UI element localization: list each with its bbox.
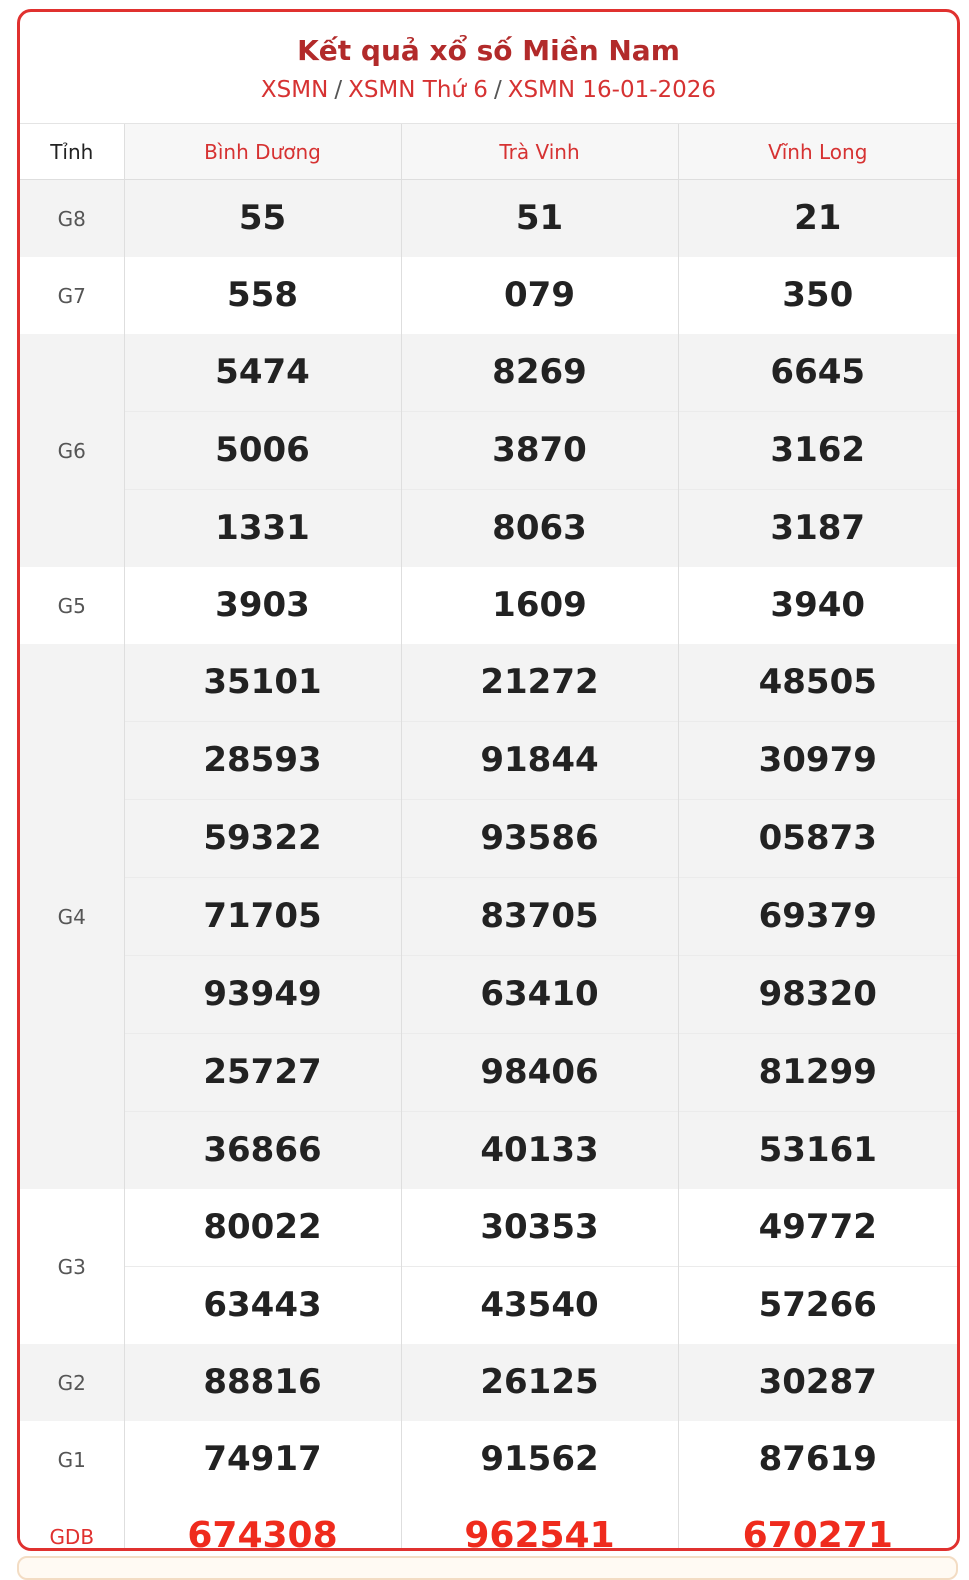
prize-number: 3870 [402, 411, 678, 489]
prize-cell [678, 1498, 957, 1551]
prize-number: 3162 [679, 411, 958, 489]
prize-cell [124, 1189, 401, 1344]
prize-number: 53161 [679, 1111, 958, 1189]
prize-row-g3 [20, 1189, 957, 1344]
column-header-province[interactable]: Vĩnh Long [678, 124, 957, 180]
prize-cell [401, 1189, 678, 1344]
prize-label: G4 [20, 644, 124, 1189]
prize-number: 21 [794, 198, 842, 238]
prize-number: 35101 [203, 662, 322, 702]
prize-label: G2 [20, 1344, 124, 1421]
prize-number: 5006 [125, 411, 401, 489]
prize-cell [678, 1421, 957, 1498]
prize-number: 30979 [679, 721, 958, 799]
prize-number: 87619 [758, 1439, 877, 1479]
prize-number: 80022 [203, 1207, 322, 1247]
prize-number: 674308 [187, 1515, 338, 1551]
prize-number: 1609 [492, 585, 587, 625]
prize-number: 74917 [203, 1439, 322, 1479]
prize-cell [124, 567, 401, 644]
prize-cell [678, 1189, 957, 1344]
prize-label: GDB [20, 1498, 124, 1551]
results-header [20, 12, 957, 124]
prize-number: 91844 [402, 721, 678, 799]
column-header-province[interactable]: Trà Vinh [401, 124, 678, 180]
prize-cell [124, 644, 401, 1189]
prize-number: 63443 [125, 1266, 401, 1344]
prize-row-g7 [20, 257, 957, 334]
prize-number: 26125 [480, 1362, 599, 1402]
prize-cell [124, 180, 401, 258]
prize-cell [678, 1344, 957, 1421]
prize-number: 98406 [402, 1033, 678, 1111]
next-section-edge [17, 1556, 958, 1580]
prize-cell [401, 334, 678, 567]
prize-cell [124, 257, 401, 334]
prize-number: 30287 [758, 1362, 877, 1402]
prize-number: 36866 [125, 1111, 401, 1189]
prize-cell [124, 1421, 401, 1498]
prize-number: 98320 [679, 955, 958, 1033]
breadcrumb-separator: / [334, 77, 343, 103]
prize-number: 59322 [125, 799, 401, 877]
prize-number: 25727 [125, 1033, 401, 1111]
prize-number: 49772 [758, 1207, 877, 1247]
breadcrumb-link-date[interactable]: XSMN 16-01-2026 [507, 77, 717, 103]
prize-label: G6 [20, 334, 124, 567]
prize-row-g1 [20, 1421, 957, 1498]
prize-cell [401, 644, 678, 1189]
prize-cell [401, 180, 678, 258]
prize-number: 40133 [402, 1111, 678, 1189]
prize-row-gdb [20, 1498, 957, 1551]
prize-number: 079 [504, 275, 575, 315]
prize-number: 55 [238, 198, 287, 238]
prize-number: 6645 [770, 352, 866, 392]
prize-cell [401, 1421, 678, 1498]
prize-number: 91562 [480, 1439, 599, 1479]
page-title: Kết quả xổ số Miền Nam [297, 34, 680, 67]
prize-cell [124, 1498, 401, 1551]
prize-number: 93586 [402, 799, 678, 877]
prize-cell [678, 334, 957, 567]
prize-number: 670271 [742, 1515, 893, 1551]
prize-row-g6 [20, 334, 957, 567]
prize-number: 8269 [492, 352, 587, 392]
breadcrumb [20, 74, 957, 106]
prize-number: 69379 [679, 877, 958, 955]
prize-number: 88816 [203, 1362, 322, 1402]
prize-cell [401, 1498, 678, 1551]
prize-cell [401, 567, 678, 644]
prize-row-g4 [20, 644, 957, 1189]
prize-cell [678, 180, 957, 258]
prize-number: 1331 [125, 489, 401, 567]
prize-number: 30353 [480, 1207, 599, 1247]
prize-number: 05873 [679, 799, 958, 877]
column-header-tinh: Tỉnh [20, 124, 124, 180]
breadcrumb-link-xsmn[interactable]: XSMN [260, 77, 329, 103]
prize-row-g5 [20, 567, 957, 644]
breadcrumb-separator: / [493, 77, 502, 103]
prize-cell [401, 1344, 678, 1421]
prize-number: 28593 [125, 721, 401, 799]
prize-number: 558 [227, 275, 298, 315]
prize-number: 43540 [402, 1266, 678, 1344]
prize-number: 51 [515, 198, 564, 238]
prize-label: G7 [20, 257, 124, 334]
results-body [20, 180, 957, 1552]
prize-row-g8 [20, 180, 957, 258]
prize-number: 57266 [679, 1266, 958, 1344]
prize-number: 962541 [464, 1515, 615, 1551]
prize-number: 81299 [679, 1033, 958, 1111]
prize-cell [124, 1344, 401, 1421]
prize-cell [678, 257, 957, 334]
prize-label: G3 [20, 1189, 124, 1344]
prize-number: 21272 [480, 662, 599, 702]
prize-number: 350 [782, 275, 854, 315]
prize-cell [678, 567, 957, 644]
prize-number: 71705 [125, 877, 401, 955]
prize-number: 3187 [679, 489, 958, 567]
prize-number: 93949 [125, 955, 401, 1033]
results-card [17, 9, 960, 1551]
table-header-row [20, 124, 957, 180]
prize-label: G5 [20, 567, 124, 644]
prize-number: 3940 [770, 585, 866, 625]
prize-cell [678, 644, 957, 1189]
prize-number: 48505 [758, 662, 877, 702]
prize-row-g2 [20, 1344, 957, 1421]
prize-number: 3903 [215, 585, 310, 625]
prize-number: 5474 [215, 352, 310, 392]
prize-label: G1 [20, 1421, 124, 1498]
prize-label: G8 [20, 180, 124, 258]
column-header-province[interactable]: Bình Dương [124, 124, 401, 180]
prize-number: 63410 [402, 955, 678, 1033]
prize-cell [124, 334, 401, 567]
results-table [20, 124, 957, 1551]
prize-cell [401, 257, 678, 334]
prize-number: 8063 [402, 489, 678, 567]
breadcrumb-link-xsmn-thu6[interactable]: XSMN Thứ 6 [348, 77, 488, 103]
prize-number: 83705 [402, 877, 678, 955]
